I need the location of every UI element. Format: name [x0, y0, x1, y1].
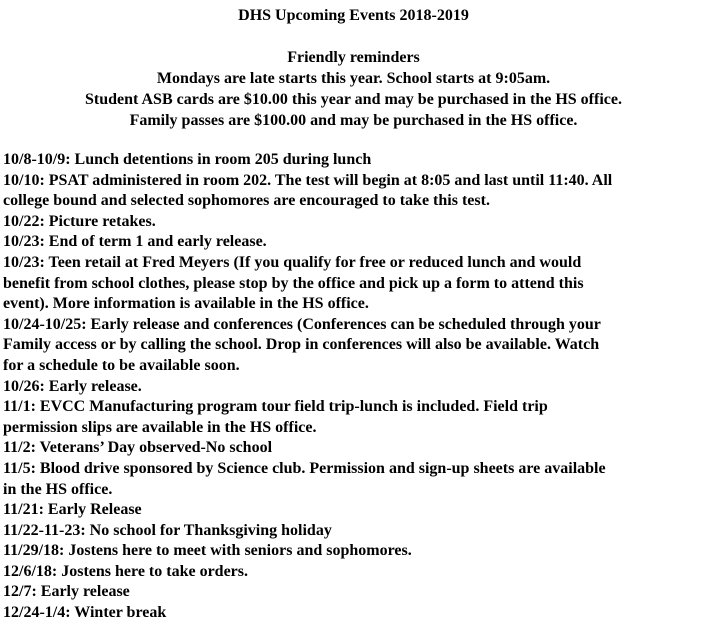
event-line: in the HS office.: [3, 480, 113, 498]
event-line: 12/7: Early release: [3, 583, 130, 601]
event-line: 10/23: Teen retail at Fred Meyers (If you qualify for free or reduced lunch and would: [3, 253, 582, 271]
event-line: for a schedule to be available soon.: [3, 356, 240, 374]
event-line: 10/8-10/9: Lunch detentions in room 205 during lunch: [3, 151, 372, 168]
event-line: event). More information is available in the HS office.: [3, 295, 369, 313]
reminder-line: Mondays are late starts this year. School starts at 9:05am.: [156, 70, 551, 87]
event-line: permission slips are available in the HS office.: [3, 418, 317, 436]
event-line: 11/22-11-23: No school for Thanksgiving holiday: [3, 521, 332, 539]
reminder-line: Family passes are $100.00 and may be purchased in the HS office.: [129, 112, 578, 129]
event-line: 10/10: PSAT administered in room 202. The test will begin at 8:05 and last until 11:40. All: [3, 171, 613, 189]
event-line: 11/21: Early Release: [3, 501, 142, 519]
event-line: 10/26: Early release.: [3, 377, 142, 395]
reminders-heading: Friendly reminders: [287, 49, 420, 66]
event-line: 11/29/18: Jostens here to meet with seniors and sophomores.: [3, 542, 412, 560]
event-line: benefit from school clothes, please stop by the office and pick up a form to attend this: [3, 274, 584, 292]
event-line: 11/5: Blood drive sponsored by Science club. Permission and sign-up sheets are available: [3, 459, 606, 477]
event-line: college bound and selected sophomores are encouraged to take this test.: [3, 192, 490, 210]
document-title: DHS Upcoming Events 2018-2019: [238, 7, 469, 24]
reminder-line: Student ASB cards are $10.00 this year and may be purchased in the HS office.: [85, 91, 622, 108]
event-line: 12/6/18: Jostens here to take orders.: [3, 562, 248, 580]
event-line: 10/23: End of term 1 and early release.: [3, 233, 267, 251]
event-line: Family access or by calling the school. Drop in conferences will also be available. Watch: [3, 336, 600, 354]
event-line: 11/1: EVCC Manufacturing program tour field trip-lunch is included. Field trip: [3, 398, 548, 416]
events-list: [3, 150, 705, 624]
event-line: 11/2: Veterans’ Day observed-No school: [3, 439, 273, 457]
event-line: 10/22: Picture retakes.: [3, 212, 156, 230]
event-line: 12/24-1/4: Winter break: [3, 604, 167, 622]
reminders-section: [0, 47, 707, 131]
event-line: 10/24-10/25: Early release and conferences (Conferences can be scheduled through your: [3, 315, 601, 333]
